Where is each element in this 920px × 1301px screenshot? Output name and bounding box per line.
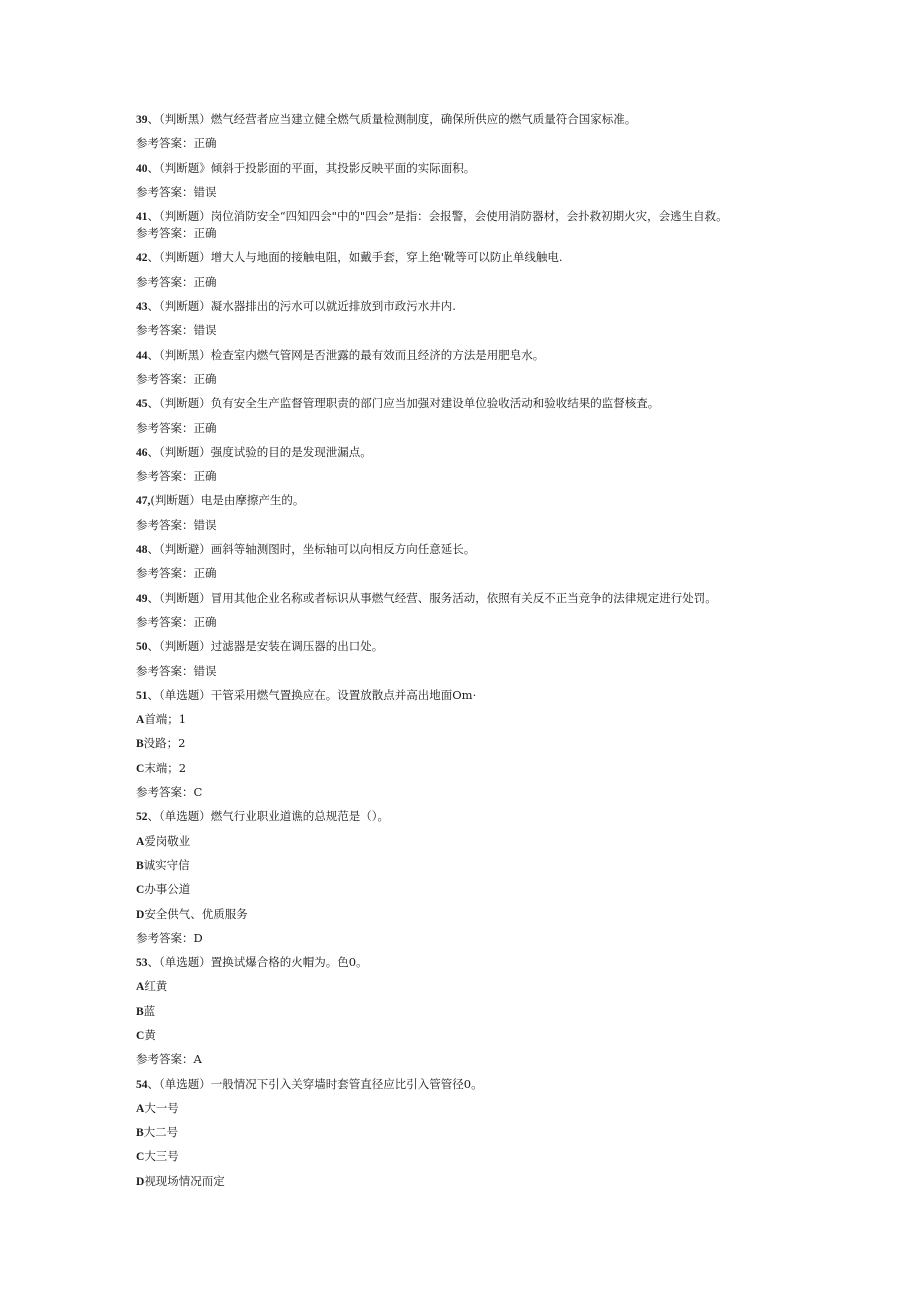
option-text: 首端；1 — [144, 712, 187, 727]
reference-answer-text: 参考答案：正确 — [136, 469, 217, 484]
question-separator: 、 — [147, 955, 159, 970]
question-text: （判断黑）检查室内燃气管网是否泄露的最有效而且经济的方法是用肥皂水。 — [159, 347, 545, 362]
document-page — [136, 112, 836, 1198]
question-number: 54 — [136, 1078, 148, 1091]
reference-answer — [136, 566, 836, 580]
question-number: 42 — [136, 252, 148, 265]
question-line — [136, 542, 836, 556]
question-text: (判断题）电是由摩擦产生的。 — [150, 493, 305, 508]
answer-option — [136, 882, 836, 896]
question-line — [136, 161, 836, 175]
question-line — [136, 209, 836, 223]
question-separator: 、 — [147, 1076, 159, 1091]
option-text: 大三号 — [144, 1149, 179, 1164]
reference-answer — [136, 185, 836, 199]
option-text: 没路；2 — [143, 736, 186, 751]
question-separator: 、 — [147, 347, 159, 362]
question-number: 53 — [136, 957, 148, 970]
option-text: 办事公道 — [144, 882, 191, 897]
question-line — [136, 809, 836, 823]
question-number: 46 — [136, 446, 148, 459]
option-letter: A — [136, 835, 145, 848]
question-number: 45 — [136, 398, 148, 411]
option-letter: B — [136, 859, 144, 872]
answer-option — [136, 907, 836, 921]
question-number: 51 — [136, 689, 148, 702]
answer-option — [136, 1174, 836, 1188]
reference-answer — [136, 1052, 836, 1066]
question-line — [136, 955, 836, 969]
option-text: 黄 — [144, 1027, 156, 1042]
answer-option — [136, 858, 836, 872]
answer-option — [136, 1125, 836, 1139]
option-letter: B — [136, 1005, 144, 1018]
question-number: 50 — [136, 641, 148, 654]
question-text: （判断题）增大人与地面的接触电阻，如戴手套，穿上绝'靴等可以防止单线触电. — [159, 250, 563, 265]
question-number: 39 — [136, 114, 148, 126]
option-letter: A — [136, 714, 145, 727]
reference-answer — [136, 421, 836, 435]
reference-answer-text: 参考答案：正确 — [136, 274, 217, 289]
option-letter: B — [136, 738, 144, 751]
question-text: （判断题）岗位消防安全“四知四会"中的"四会”是指：会报警，会使用消防器材，会扑救初期火灾，会逃生自救。 — [159, 209, 728, 224]
reference-answer — [136, 518, 836, 532]
question-text: （单选题）燃气行业职业道谯的总规范是（）。 — [159, 809, 389, 824]
option-text: 视现场情况而定 — [144, 1173, 225, 1188]
question-separator: 、 — [147, 590, 159, 605]
question-text: （单选题）干管采用燃气置换应在。设置放散点并高出地面Om· — [159, 687, 477, 702]
reference-answer — [136, 469, 836, 483]
option-text: 大一号 — [144, 1100, 179, 1115]
answer-option — [136, 1149, 836, 1163]
answer-option — [136, 834, 836, 848]
question-text: （判断题）负有安全生产监督管理职责的部门应当加强对建设单位验收活动和验收结果的监督核査。 — [159, 396, 660, 411]
reference-answer-text: 参考答案：正确 — [136, 226, 217, 241]
answer-option — [136, 712, 836, 726]
answer-option — [136, 1028, 836, 1042]
reference-answer-text: 参考答案：D — [136, 930, 203, 945]
question-text: （判断题）过滤器是安装在调压器的出口处。 — [159, 639, 384, 654]
reference-answer — [136, 372, 836, 386]
question-separator: 、 — [147, 160, 159, 175]
question-line — [136, 299, 836, 313]
answer-option — [136, 761, 836, 775]
question-number: 47, — [136, 495, 151, 508]
option-letter: C — [136, 1151, 145, 1164]
answer-option — [136, 979, 836, 993]
question-separator: 、 — [147, 542, 159, 557]
question-line — [136, 250, 836, 264]
option-letter: C — [136, 1029, 145, 1042]
option-letter: C — [136, 884, 145, 897]
question-text: （判断题）冒用其他企业名称或者标识从事燃气经营、服务活动，依照有关反不正当竞争的法律规定进行处罚。 — [159, 590, 717, 605]
question-text: （单选题）一般情况下引入关穿墙时套管直径应比引入管管径0。 — [159, 1076, 483, 1091]
reference-answer — [136, 615, 836, 629]
option-letter: A — [136, 1102, 145, 1115]
option-text: 蓝 — [143, 1003, 156, 1018]
reference-answer-text: 参考答案：错误 — [136, 184, 217, 199]
question-number: 44 — [136, 349, 148, 362]
reference-answer-text: 参考答案：A — [136, 1052, 202, 1067]
question-number: 49 — [136, 592, 148, 605]
question-line — [136, 445, 836, 459]
question-line — [136, 348, 836, 362]
option-letter: C — [136, 762, 145, 775]
question-line — [136, 688, 836, 702]
question-line — [136, 493, 836, 507]
question-line — [136, 112, 836, 126]
option-letter: A — [136, 981, 145, 994]
reference-answer-text: 参考答案：错误 — [136, 517, 217, 532]
question-number: 40 — [136, 162, 148, 175]
question-line — [136, 1077, 836, 1091]
question-line — [136, 396, 836, 410]
option-letter: D — [136, 908, 145, 921]
question-separator: 、 — [147, 396, 159, 411]
question-text: （判断黑）燃气经营者应当建立健全燃气质量检测制度，确保所供应的燃气质量符合国家标准。 — [159, 112, 637, 126]
question-number: 41 — [136, 211, 148, 224]
reference-answer-text: 参考答案：正确 — [136, 136, 217, 151]
question-separator: 、 — [147, 299, 159, 314]
option-text: 大二号 — [143, 1125, 179, 1140]
answer-option — [136, 736, 836, 750]
question-separator: 、 — [147, 250, 159, 265]
option-letter: B — [136, 1127, 144, 1140]
question-line — [136, 591, 836, 605]
reference-answer — [136, 226, 836, 240]
question-text: （单选题）置换试爆合格的火帽为。色0。 — [159, 955, 368, 970]
reference-answer-text: 参考答案：错误 — [136, 663, 217, 678]
reference-answer — [136, 323, 836, 337]
reference-answer-text: 参考答案：C — [136, 785, 203, 800]
question-text: （判断题》倾斜于投影面的平面，其投影反映平面的实际面积。 — [159, 160, 476, 175]
question-number: 48 — [136, 544, 148, 557]
reference-answer-text: 参考答案：错误 — [136, 323, 217, 338]
question-number: 52 — [136, 811, 148, 824]
option-text: 红黄 — [144, 979, 168, 994]
question-separator: 、 — [147, 444, 159, 459]
question-separator: 、 — [147, 209, 159, 224]
reference-answer — [136, 275, 836, 289]
reference-answer — [136, 931, 836, 945]
reference-answer — [136, 136, 836, 150]
question-separator: 、 — [147, 639, 159, 654]
question-text: （判断题）凝水器排出的污水可以就近排放到市政污水井内. — [159, 299, 456, 314]
question-separator: 、 — [147, 687, 159, 702]
reference-answer-text: 参考答案：正确 — [136, 371, 217, 386]
reference-answer — [136, 664, 836, 678]
option-text: 爱岗敬业 — [144, 833, 191, 848]
answer-option — [136, 1101, 836, 1115]
option-text: 安全供气、优质服务 — [144, 906, 248, 921]
reference-answer — [136, 785, 836, 799]
question-line — [136, 639, 836, 653]
option-letter: D — [136, 1175, 145, 1188]
reference-answer-text: 参考答案：正确 — [136, 420, 217, 435]
question-separator: 、 — [147, 809, 159, 824]
question-number: 43 — [136, 301, 148, 314]
reference-answer-text: 参考答案：正确 — [136, 566, 217, 581]
question-text: （判断避）画斜等轴测图时，坐标轴可以向相反方向任意延长。 — [159, 542, 476, 557]
answer-option — [136, 1004, 836, 1018]
reference-answer-text: 参考答案：正确 — [136, 614, 217, 629]
option-text: 末端；2 — [144, 760, 187, 775]
question-text: （判断题）强度试验的目的是发现泄漏点。 — [159, 444, 372, 459]
option-text: 诚实守信 — [143, 857, 190, 872]
question-separator: 、 — [147, 112, 159, 126]
